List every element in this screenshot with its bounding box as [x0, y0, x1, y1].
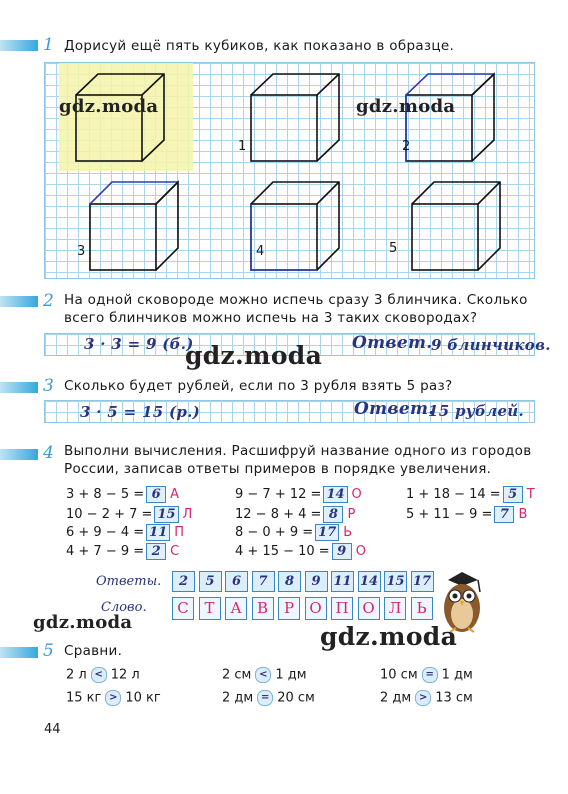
- cube-2: [406, 74, 494, 161]
- example-answer[interactable]: 7: [494, 506, 514, 523]
- comparison-item: [380, 690, 473, 706]
- example-letter: Л: [182, 507, 193, 522]
- cube-5: [412, 182, 500, 270]
- task-number: 3: [43, 376, 54, 396]
- comparison-left: 2 см: [222, 667, 252, 683]
- example-row: [235, 543, 366, 560]
- example-answer[interactable]: 8: [323, 506, 343, 523]
- answer-cell[interactable]: 7: [252, 571, 275, 592]
- answer-cell[interactable]: 6: [225, 571, 248, 592]
- word-letter-cell[interactable]: Л: [384, 597, 406, 620]
- task-band: [0, 296, 38, 307]
- example-expression: 10 − 2 + 7 =: [66, 507, 153, 522]
- comparison-sign[interactable]: =: [422, 667, 438, 683]
- cube-label-3: 3: [77, 244, 86, 259]
- answer-cell[interactable]: 11: [331, 571, 354, 592]
- example-letter: С: [170, 544, 180, 559]
- comparison-sign[interactable]: >: [415, 690, 431, 706]
- cube-label-1: 1: [238, 139, 247, 154]
- example-letter: О: [355, 544, 366, 559]
- word-label: Слово.: [101, 600, 147, 615]
- example-letter: П: [174, 525, 185, 540]
- example-answer[interactable]: 9: [332, 543, 352, 560]
- example-answer[interactable]: 15: [154, 506, 178, 523]
- example-row: [235, 524, 352, 541]
- task-number: 4: [43, 443, 54, 463]
- word-letter-cell[interactable]: С: [172, 597, 194, 620]
- comparison-left: 15 кг: [66, 690, 102, 706]
- comparison-left: 2 дм: [222, 690, 254, 706]
- comparison-left: 2 л: [66, 667, 87, 683]
- page-number: 44: [44, 722, 61, 737]
- task-band: [0, 382, 38, 393]
- answer-cell[interactable]: 17: [411, 571, 434, 592]
- example-expression: 4 + 15 − 10 =: [235, 544, 330, 559]
- comparison-item: [380, 667, 473, 683]
- watermark: gdz.moda: [356, 96, 456, 117]
- task-text: Дорисуй ещё пять кубиков, как показано в образце.: [64, 38, 455, 54]
- task2-answer: 9 блинчиков.: [431, 336, 551, 354]
- comparison-right: 10 кг: [125, 690, 161, 706]
- task-text-line2: России, записав ответы примеров в порядке увеличения.: [64, 461, 492, 477]
- example-letter: В: [518, 507, 528, 522]
- watermark: gdz.moda: [33, 612, 133, 633]
- answer-cell[interactable]: 15: [384, 571, 407, 592]
- cube-1: [251, 74, 339, 161]
- example-row: [235, 486, 362, 503]
- cube-label-4: 4: [256, 244, 265, 259]
- comparison-right: 1 дм: [441, 667, 473, 683]
- comparison-item: [66, 667, 140, 683]
- example-expression: 3 + 8 − 5 =: [66, 487, 145, 502]
- comparison-right: 20 см: [277, 690, 315, 706]
- example-answer[interactable]: 6: [146, 486, 166, 503]
- task-text-line1: На одной сковороде можно испечь сразу 3 блинчика. Сколько: [64, 292, 528, 308]
- comparison-sign[interactable]: =: [257, 690, 273, 706]
- cube-label-2: 2: [402, 139, 411, 154]
- example-row: [66, 524, 184, 541]
- example-expression: 5 + 11 − 9 =: [406, 507, 493, 522]
- task-number: 2: [43, 291, 54, 311]
- example-expression: 9 − 7 + 12 =: [235, 487, 322, 502]
- comparison-sign[interactable]: <: [255, 667, 271, 683]
- answer-cell[interactable]: 5: [199, 571, 222, 592]
- example-letter: Ь: [343, 525, 353, 540]
- sample-cube: [76, 74, 164, 161]
- word-letter-cell[interactable]: Р: [278, 597, 300, 620]
- answer-cell[interactable]: 9: [305, 571, 328, 592]
- comparison-item: [222, 690, 315, 706]
- comparison-left: 2 дм: [380, 690, 412, 706]
- answer-cell[interactable]: 2: [172, 571, 195, 592]
- example-letter: О: [351, 487, 362, 502]
- example-row: [66, 543, 179, 560]
- answers-label: Ответы.: [96, 574, 162, 589]
- word-letter-cell[interactable]: П: [331, 597, 353, 620]
- task-band: [0, 647, 38, 658]
- example-row: [66, 506, 192, 523]
- comparison-right: 12 л: [110, 667, 140, 683]
- comparison-right: 1 дм: [275, 667, 307, 683]
- word-letter-cell[interactable]: О: [305, 597, 327, 620]
- comparison-left: 10 см: [380, 667, 418, 683]
- watermark: gdz.moda: [59, 96, 159, 117]
- task-number: 1: [43, 35, 54, 55]
- example-expression: 12 − 8 + 4 =: [235, 507, 322, 522]
- word-letter-cell[interactable]: Т: [199, 597, 221, 620]
- example-expression: 8 − 0 + 9 =: [235, 525, 314, 540]
- task-text-line1: Выполни вычисления. Расшифруй название одного из городов: [64, 443, 532, 459]
- task-number: 5: [43, 641, 54, 661]
- example-letter: Т: [526, 487, 535, 502]
- answer-word: Ответ.: [352, 333, 433, 353]
- watermark: gdz.moda: [320, 622, 458, 651]
- example-row: [406, 506, 527, 523]
- comparison-right: 13 см: [435, 690, 473, 706]
- example-answer[interactable]: 17: [315, 524, 339, 541]
- comparison-item: [222, 667, 307, 683]
- cubes-drawing: [44, 62, 534, 278]
- example-expression: 6 + 9 − 4 =: [66, 525, 145, 540]
- example-letter: Р: [347, 507, 356, 522]
- word-letter-cell[interactable]: О: [358, 597, 380, 620]
- watermark: gdz.moda: [185, 341, 323, 370]
- word-letter-cell[interactable]: В: [252, 597, 274, 620]
- task-text: Сколько будет рублей, если по 3 рубля взять 5 раз?: [64, 378, 453, 394]
- task-text-line2: всего блинчиков можно испечь на 3 таких сковородах?: [64, 310, 478, 326]
- task3-solution: 3 · 5 = 15 (р.): [80, 403, 201, 421]
- example-expression: 1 + 18 − 14 =: [406, 487, 501, 502]
- answer-cell[interactable]: 8: [278, 571, 301, 592]
- task-band: [0, 449, 38, 460]
- comparison-sign[interactable]: <: [91, 667, 107, 683]
- example-row: [66, 486, 179, 503]
- answer-cell[interactable]: 14: [358, 571, 381, 592]
- word-letter-cell[interactable]: А: [225, 597, 247, 620]
- example-answer[interactable]: 5: [503, 486, 523, 503]
- example-answer[interactable]: 14: [323, 486, 347, 503]
- word-letter-cell[interactable]: Ь: [411, 597, 433, 620]
- task-band: [0, 40, 38, 51]
- example-expression: 4 + 7 − 9 =: [66, 544, 145, 559]
- example-answer[interactable]: 2: [146, 543, 166, 560]
- task-text: Сравни.: [64, 643, 123, 659]
- cube-label-5: 5: [389, 241, 398, 256]
- example-answer[interactable]: 11: [146, 524, 170, 541]
- cube-3: [90, 182, 178, 270]
- example-row: [235, 506, 355, 523]
- comparison-sign[interactable]: >: [105, 690, 121, 706]
- example-letter: А: [170, 487, 180, 502]
- task2-solution: 3 · 3 = 9 (б.): [84, 335, 194, 353]
- example-row: [406, 486, 535, 503]
- answer-word: Ответ.: [354, 399, 435, 419]
- task3-answer: 15 рублей.: [428, 402, 525, 420]
- comparison-item: [66, 690, 161, 706]
